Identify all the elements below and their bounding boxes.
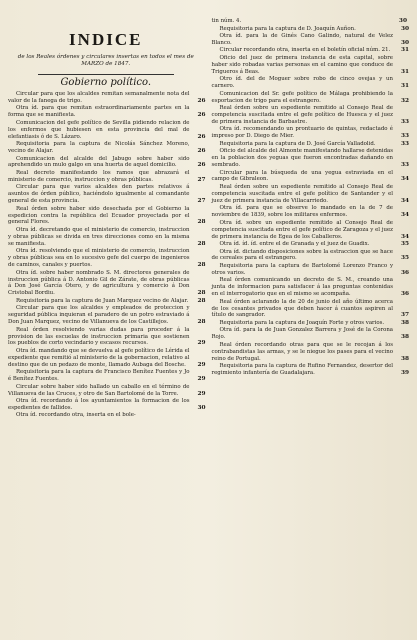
entry-text: Requisitoria para la captura de Francisco Benítez Fuentes y Jo é Benítez Fuentes. bbox=[8, 369, 190, 383]
index-entry bbox=[212, 47, 408, 54]
entry-text: Otra íd. sobre haber nombrado S. M. directores generales de instruccion pública á D. Antonio Gil de Zárate, de obras públicas á Don José García Otero, y de agricultura y comercio á Don Cristobal Bordiu. bbox=[8, 269, 190, 297]
index-subtitle: de los Reales órdenes y circulares insertas en todos el mes de MARZO de 1847. bbox=[17, 54, 194, 67]
index-entry bbox=[212, 299, 408, 320]
entry-page-number: 34 bbox=[401, 233, 410, 240]
index-entry bbox=[212, 170, 408, 184]
left-entry-list bbox=[8, 91, 204, 419]
entry-page-number: 33 bbox=[401, 162, 410, 169]
entry-text: tin núm. 4. bbox=[211, 18, 242, 24]
entry-page-number: 34 bbox=[401, 212, 410, 219]
entry-page-number: 32 bbox=[401, 97, 410, 104]
index-entry bbox=[212, 126, 408, 140]
entry-page-number: 33 bbox=[401, 140, 410, 147]
index-entry bbox=[212, 26, 408, 33]
left-column bbox=[8, 18, 204, 634]
index-entry bbox=[212, 33, 408, 47]
entry-page-number: 29 bbox=[197, 361, 206, 368]
entry-page-number: 38 bbox=[401, 355, 410, 362]
entry-text: Circular para la búsqueda de una yegua estraviada en el campo de Gibraleon. bbox=[211, 169, 393, 183]
entry-page-number: 35 bbox=[401, 241, 410, 247]
entry-page-number: 31 bbox=[401, 68, 410, 75]
index-entry bbox=[8, 141, 204, 155]
index-entry bbox=[212, 249, 408, 263]
entry-text: Otra íd. mandando que se devuelva al gefe político de Lérida el expediente que remitió al ministerio de la gobernacion, relativo al destino que de un pedazo de monte, llamado Aubaga del Bosche. bbox=[8, 347, 190, 368]
entry-page-number: 27 bbox=[197, 176, 206, 183]
index-entry bbox=[8, 384, 204, 398]
entry-text: Real órden resolviendo varias dudas para proceder á la provision de las escuelas de instruccion primaria que sostienen los pueblos de corto vecindario y escasos recursos. bbox=[8, 326, 190, 347]
entry-page-number: 36 bbox=[401, 269, 410, 276]
index-entry bbox=[8, 398, 204, 412]
entry-text: Circular para que varios alcaldes den partes relativos á asuntos de órden público, haciéndolo igualmente al comandante general de esta provincia. bbox=[8, 184, 190, 205]
entry-text: Comunicacion del gefe político de Sevilla pidiendo relacion de los enfermos que hubiesen en esta provincia del mal de elefantiasis ó de S. Lázaro. bbox=[8, 119, 190, 140]
index-entry bbox=[212, 263, 408, 277]
entry-page-number: 31 bbox=[401, 83, 410, 90]
entry-text: Otra íd. recomendando un prontuario de quintas, redactado é impreso por D. Diego de Mier. bbox=[211, 126, 393, 140]
entry-page-number: 30 bbox=[401, 25, 410, 32]
entry-page-number: 28 bbox=[197, 319, 206, 326]
divider bbox=[38, 74, 174, 75]
entry-text: Real órden sobre un espediente remitido al Consejo Real de competencia suscitada entre el gefe político de Huesca y el juez de primera instancia de Barbastre. bbox=[211, 105, 393, 125]
entry-page-number: 28 bbox=[197, 219, 206, 226]
entry-text: Otra íd. para que remitan estraordinariamente partes en la forma que se manifiesta. bbox=[8, 105, 190, 119]
entry-page-number: 34 bbox=[401, 176, 410, 183]
entry-text: Otro íd. del de Moguer sobre robo de cinco ovejas y un carnero. bbox=[211, 76, 393, 90]
index-entry bbox=[8, 105, 204, 119]
entry-text: Otra íd. dictando disposiciones sobre la estraccion que se hace de cereales para el estrangero. bbox=[211, 248, 393, 262]
entry-page-number: 38 bbox=[401, 334, 410, 341]
index-entry bbox=[212, 327, 408, 341]
entry-page-number: 34 bbox=[401, 197, 410, 204]
entry-text: Oficio del juez de primera instancia de esta capital, sobre haber sido robadas varias personas en el camino que conduce de Trigueros á Beas. bbox=[211, 54, 393, 75]
index-entry bbox=[8, 91, 204, 105]
entry-page-number: 29 bbox=[197, 390, 206, 397]
index-entry bbox=[212, 277, 408, 298]
section-heading: Gobierno político. bbox=[60, 77, 152, 88]
entry-text: Otra íd. recordando otra, inserta en el bole- bbox=[16, 412, 136, 419]
index-entry bbox=[8, 369, 204, 383]
entry-text: Circular sobre haber sido hallado un caballo en el término de Villanueva de las Cruces, y otro de San Bartolomé de la Torre. bbox=[8, 383, 190, 397]
entry-page-number: 30 bbox=[401, 39, 410, 46]
entry-page-number: 29 bbox=[197, 340, 206, 347]
index-entry bbox=[212, 363, 408, 377]
index-entry bbox=[212, 342, 408, 363]
index-entry bbox=[8, 270, 204, 298]
entry-text: Real órden sobre haber sido desechada por el Gobierno la espedicion contra la república del Ecuador proyectada por el general Flores. bbox=[8, 205, 190, 226]
right-column bbox=[212, 18, 408, 634]
index-entry bbox=[212, 76, 408, 90]
entry-text: Requisitoria para la captura de D. Joaquín Auñon. bbox=[219, 25, 356, 32]
entry-text: Requisitoria para la captura de Nicolás Sánchez Moreno, vecino de Alajar. bbox=[8, 141, 190, 155]
entry-page-number: 30 bbox=[398, 18, 407, 24]
index-title: INDICE bbox=[69, 30, 143, 49]
entry-page-number: 29 bbox=[197, 376, 206, 383]
entry-text: Otra íd. sobre un espediente remitido al Consejo Real de competencia suscitada entre el gefe político de Zaragoza y el juez de primera instancia de Egea de los Caballeros. bbox=[211, 219, 393, 240]
index-entry bbox=[212, 184, 408, 205]
index-entry bbox=[212, 18, 408, 25]
entry-text: Otra íd. resolviendo que el ministerio de comercio, instruccion y obras públicas sea en lo sucesivo gefe del cuerpo de ingenieros de caminos, canales y puertos. bbox=[8, 248, 190, 269]
entry-text: Otra íd. recordando á los ayuntamientos la formacion de los espedientes de fallidos. bbox=[8, 398, 190, 411]
index-entry bbox=[8, 348, 204, 369]
index-entry bbox=[212, 241, 408, 248]
index-entry bbox=[8, 206, 204, 227]
entry-page-number: 38 bbox=[401, 319, 410, 326]
entry-page-number: 33 bbox=[401, 118, 410, 125]
entry-text: Real órden sobre un espediente remitido al Consejo Real de competencia suscitada entre el gefe político de Santander y el juez de primera instancia de Villacarriedo. bbox=[211, 183, 393, 204]
entry-page-number: 35 bbox=[401, 255, 410, 262]
entry-text: Real decreto manifestando los ramos que abrazará el ministerio de comercio, instruccion y obras públicas. bbox=[8, 169, 190, 183]
index-entry bbox=[212, 220, 408, 241]
index-entry bbox=[212, 105, 408, 126]
entry-page-number: 28 bbox=[197, 290, 206, 297]
entry-text: Circular para que los alcaldes y empleados de proteccion y seguridad pública inquieran el paradero de un potro estraviado á Don Juan Marquez, vecino de Villanueva de los Castillejos. bbox=[8, 305, 190, 326]
index-entry bbox=[8, 170, 204, 184]
entry-text: Requisitoria para la captura de Joaquín Forte y otros varios. bbox=[219, 319, 385, 326]
entry-page-number: 33 bbox=[401, 133, 410, 140]
index-entry bbox=[8, 184, 204, 205]
entry-text: Real órden comunicando un decreto de S. M., creando una junta de informacion para satisfacer á las preguntas contenidas en el interrogatorio que en el mismo se acompaña. bbox=[211, 277, 393, 298]
entry-text: Requisitoria para la captura de Juan Marquez vecino de Alajar. bbox=[16, 297, 189, 304]
right-entry-list bbox=[212, 18, 408, 377]
index-entry bbox=[212, 320, 408, 327]
entry-text: Oficio del alcalde del Almonte manifestando hallarse detenidas en la poblacion dos yeguas que fueron encontradas dañando en sembrado. bbox=[211, 148, 393, 169]
entry-page-number: 26 bbox=[197, 148, 206, 155]
entry-page-number: 31 bbox=[401, 47, 410, 54]
entry-text: Otra íd. para la de Juan Gonzalez Barrera y José de la Corona Rojo. bbox=[211, 327, 393, 341]
entry-page-number: 26 bbox=[197, 97, 206, 104]
index-entry bbox=[8, 227, 204, 248]
entry-page-number: 28 bbox=[197, 297, 206, 304]
entry-page-number: 26 bbox=[197, 133, 206, 140]
entry-text: Real órden recordando otras para que se le recojan á los contrabandistas las armas, y se le niegue los pases para el vecino reino de Portugal. bbox=[211, 341, 393, 362]
entry-page-number: 26 bbox=[197, 162, 206, 169]
index-entry bbox=[212, 91, 408, 105]
entry-page-number: 28 bbox=[197, 262, 206, 269]
entry-text: Otra íd. decretando que el ministerio de comercio, instruccion y obras públicas se divida en tres direcciones como en la misma se manifiesta. bbox=[8, 226, 190, 247]
index-entry bbox=[8, 412, 204, 419]
index-entry bbox=[212, 148, 408, 169]
index-entry bbox=[8, 248, 204, 269]
entry-text: Requisitoria para la captura de Bartolomé Lorenzo Franco y otros varios. bbox=[211, 262, 393, 276]
entry-text: Requisitoria para la captura de Rufino Fernandez, desertor del regimiento infantería de Guadalajara. bbox=[211, 363, 393, 377]
index-entry bbox=[8, 298, 204, 305]
entry-text: Otra íd. para la de Ginés Cano Galindo, natural de Velez Blanco. bbox=[211, 33, 393, 46]
index-entry bbox=[8, 327, 204, 348]
entry-page-number: 27 bbox=[197, 198, 206, 205]
entry-text: Real órden aclarando la de 20 de junio del año último acerca de los cesantes privados que deben hacer á cuantos aspiren al título de sangrador. bbox=[211, 298, 393, 319]
index-entry bbox=[212, 55, 408, 76]
index-entry bbox=[8, 120, 204, 141]
entry-text: Circular recordando otra, inserta en el boletín oficial núm. 21. bbox=[219, 47, 391, 54]
entry-page-number: 28 bbox=[197, 240, 206, 247]
entry-text: Comunicacion del alcalde del Jabugo sobre haber sido aprehendido un mulo galgo en una huerta de aquel domicilio. bbox=[8, 155, 190, 169]
entry-text: Comunicacion del Sr. gefe político de Málaga prohibiendo la esportacion de trigo para el estrangero. bbox=[211, 90, 393, 104]
index-entry bbox=[212, 205, 408, 219]
entry-text: Circular para que los alcaldes remitan semanalmente nota del valor de la fanega de trigo. bbox=[8, 91, 190, 104]
entry-page-number: 37 bbox=[401, 312, 410, 319]
index-entry bbox=[8, 305, 204, 326]
entry-page-number: 30 bbox=[197, 404, 206, 411]
entry-text: Otra íd. íd. íd. entre el de Granada y el juez de Guadix. bbox=[219, 241, 370, 247]
entry-page-number: 26 bbox=[197, 112, 206, 119]
entry-text: Requisitoria para la captura de D. José García Valladolid. bbox=[219, 140, 376, 147]
entry-page-number: 39 bbox=[401, 370, 410, 377]
index-entry bbox=[212, 141, 408, 148]
entry-text: Otra íd. para que se observe lo mandado en la de 7 de noviembre de 1839, sobre los militares enfermos. bbox=[211, 205, 393, 219]
entry-page-number: 36 bbox=[401, 291, 410, 298]
index-entry bbox=[8, 156, 204, 170]
